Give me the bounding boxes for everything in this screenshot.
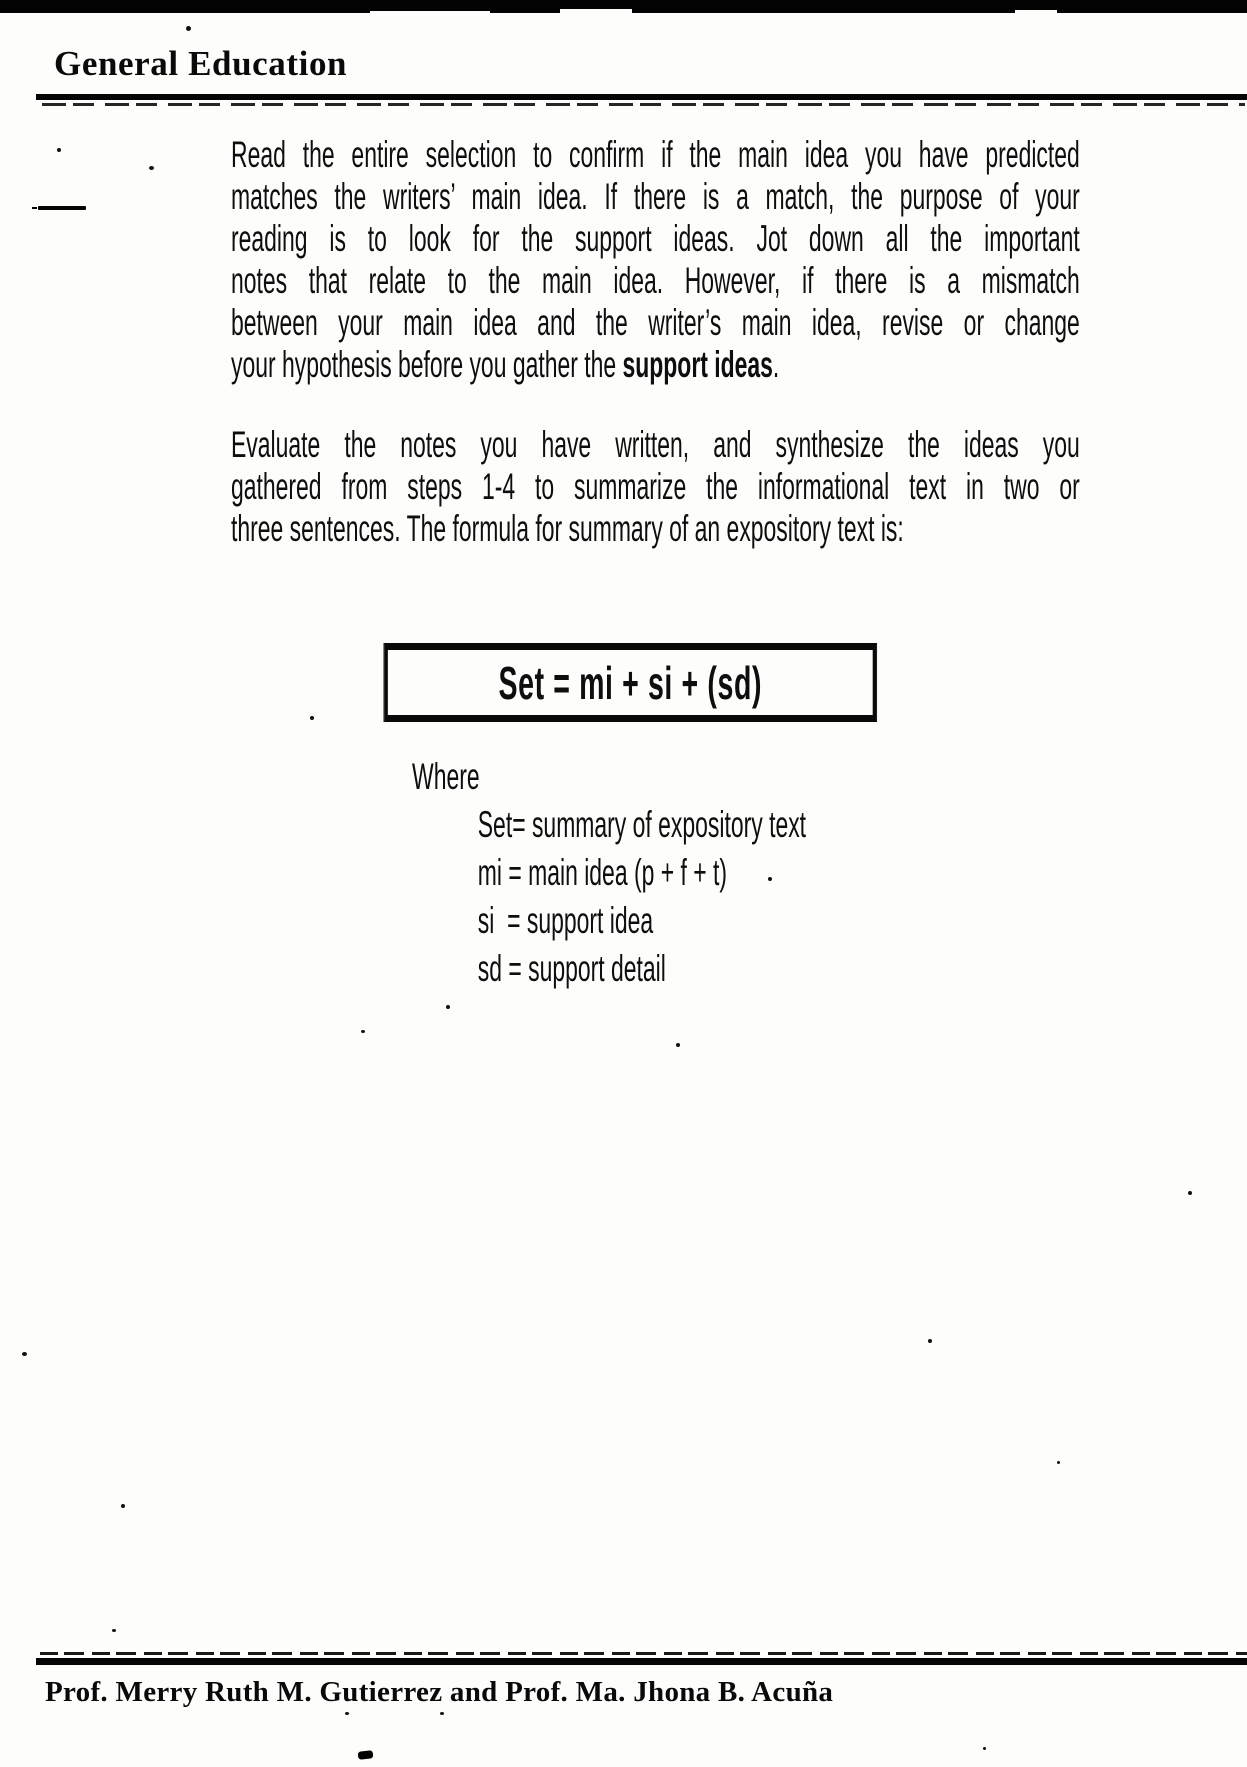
formula-box xyxy=(384,644,876,721)
scan-speck xyxy=(361,1030,365,1033)
scan-speck xyxy=(310,716,314,720)
scan-speck xyxy=(22,1352,27,1356)
definition-line: mi = main idea (p + f + t) xyxy=(477,852,728,893)
text-line: notes that relate to the main idea. However, if there is a mismatch xyxy=(231,260,1080,301)
scan-blob-artifact xyxy=(358,1750,374,1760)
definition-line: sd = support detail xyxy=(477,948,666,989)
scan-speck xyxy=(57,148,61,152)
paragraph-1 xyxy=(231,0,1080,386)
text-line: reading is to look for the support ideas. Jot down all the important xyxy=(231,218,1080,259)
scan-speck xyxy=(440,1712,444,1715)
page-header-title: General Education xyxy=(54,44,348,83)
text-run-bold: support ideas xyxy=(622,344,773,385)
text-run: . xyxy=(772,344,780,385)
where-label: Where xyxy=(412,756,480,797)
footer-authors: Prof. Merry Ruth M. Gutierrez and Prof. Ma. Jhona B. Acuña xyxy=(45,1676,834,1708)
text-run: your hypothesis before you gather the xyxy=(231,344,623,385)
scan-speck xyxy=(446,1005,450,1009)
scan-dash-artifact xyxy=(32,207,37,209)
formula-text: Set = mi + si + (sd) xyxy=(498,656,763,709)
definition-line: Set= summary of expository text xyxy=(477,804,807,845)
footer-rule-dashed xyxy=(40,1652,1247,1655)
body-text-block xyxy=(231,0,1080,993)
paragraph-2 xyxy=(231,424,1080,550)
scan-speck xyxy=(768,877,772,881)
text-line: gathered from steps 1-4 to summarize the informational text in two or xyxy=(231,466,1080,507)
text-line: Evaluate the notes you have written, and synthesize the ideas you xyxy=(231,424,1080,465)
scan-speck xyxy=(1057,1461,1060,1464)
scan-speck xyxy=(983,1747,986,1750)
scan-speck xyxy=(121,1504,125,1508)
scan-speck xyxy=(345,1712,349,1715)
text-line: three sentences. The formula for summary of an expository text is: xyxy=(231,508,904,549)
definition-line: si = support idea xyxy=(477,900,654,941)
text-line xyxy=(231,344,1080,386)
text-line: matches the writers’ main idea. If there is a match, the purpose of your xyxy=(231,176,1080,217)
footer-rule xyxy=(36,1658,1247,1665)
scan-dash-artifact xyxy=(38,206,86,210)
scan-speck xyxy=(186,26,191,31)
text-line: between your main idea and the writer’s main idea, revise or change xyxy=(231,302,1080,343)
scan-speck xyxy=(149,166,154,170)
scan-speck xyxy=(676,1043,680,1047)
text-line: Read the entire selection to confirm if the main idea you have predicted xyxy=(231,134,1080,175)
scan-speck xyxy=(928,1339,932,1343)
scan-speck xyxy=(1188,1191,1192,1195)
scan-speck xyxy=(112,1629,116,1632)
